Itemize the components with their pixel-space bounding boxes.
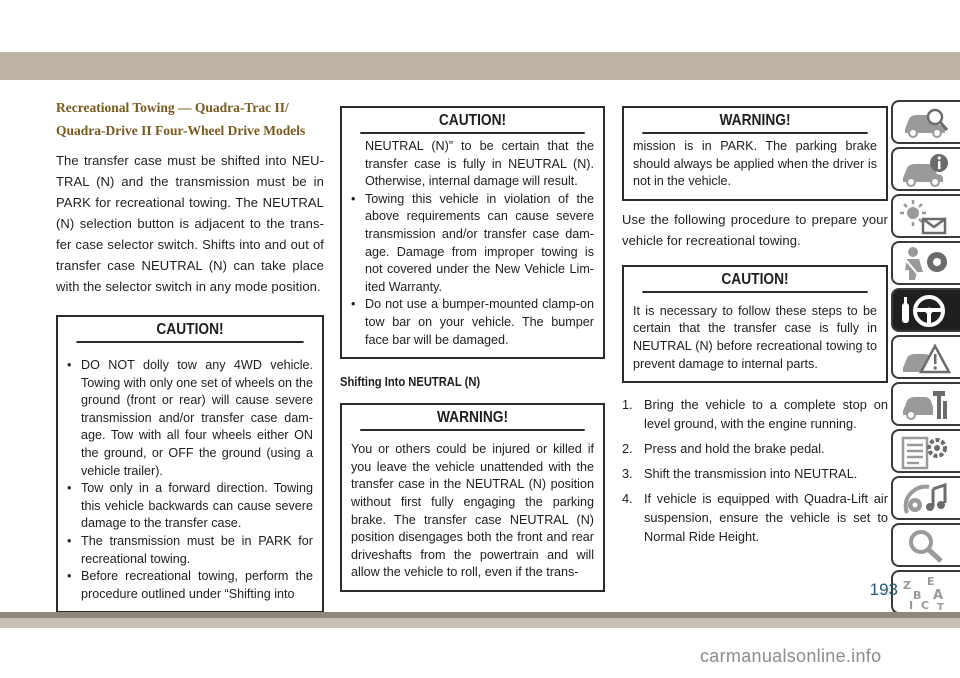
warning-heading: WARNING! — [360, 405, 584, 431]
caution-box — [622, 265, 888, 383]
section-title-line-1: Recreational Towing — Quadra-Trac II/ — [56, 100, 289, 115]
car-info-icon — [899, 152, 951, 188]
caution-bullet: • DO NOT dolly tow any 4WD vehicle. Towing with only one set of wheels on the ground (front or rear) will cause severe transmission and/or transfer case dam-age. Tow with all four wheels either ON the ground, or OFF the ground (using a vehicle trailer). — [67, 358, 313, 478]
step-text: Press and hold the brake pedal. — [644, 441, 825, 457]
tab-instrument-panel[interactable] — [891, 147, 960, 191]
svg-text:I: I — [909, 599, 914, 611]
watermark-text: carmanualsonline.info — [700, 646, 882, 666]
tab-servicing-and-maintenance[interactable] — [891, 382, 960, 426]
caution-body — [342, 134, 603, 357]
intro-paragraph: The transfer case must be shifted into NEU-TRAL (N) and the transmission must be in PARK for recreational towing. The NEUTRAL (N) selection button is adjacent to the trans-fer case selector switch. Shifts into and out of transfer case NEUTRAL (N) can take place with the selector switch in any mode position. — [56, 153, 324, 294]
caution-body — [58, 343, 322, 611]
header-band — [0, 52, 960, 80]
caution-bullet-text: The transmission must be in PARK for recreational towing. — [81, 533, 313, 566]
column-right — [622, 106, 888, 552]
svg-text:E: E — [927, 575, 935, 588]
tab-search[interactable] — [891, 523, 960, 567]
tab-starting-and-operating[interactable] — [891, 288, 960, 332]
step-text: If vehicle is equipped with Quadra-Lift air suspension, ensure the vehicle is set to Normal Ride Height. — [644, 491, 888, 545]
caution-bullet-text: Tow only in a forward direction. Towing this vehicle backwards can cause severe damage to the transfer case. — [81, 481, 313, 531]
step-number: 4. — [622, 491, 633, 507]
caution-bullet-text: Towing this vehicle in violation of the above requirements can cause severe transmission and/or transfer case dam-age. Damage from improper towing is not covered under the New Vehicle Lim-ited Warranty. — [365, 191, 594, 294]
caution-heading: CAUTION! — [76, 317, 303, 343]
footer-band — [0, 618, 960, 628]
tab-in-case-of-emergency[interactable] — [891, 335, 960, 379]
warning-lights-icon — [899, 199, 951, 235]
procedure-step — [622, 489, 888, 546]
tab-technical-specifications[interactable] — [891, 429, 960, 473]
svg-text:A: A — [933, 588, 944, 603]
caution-box — [56, 315, 324, 613]
warning-heading: WARNING! — [642, 108, 867, 134]
tab-safety[interactable] — [891, 241, 960, 285]
caution-box — [340, 106, 605, 359]
tab-getting-to-know-vehicle[interactable] — [891, 100, 960, 144]
caution-bullet: • Tow only in a forward direction. Towing this vehicle backwards can cause severe damage to the transfer case. — [67, 481, 313, 531]
svg-text:Z: Z — [903, 579, 911, 592]
maintenance-tools-icon — [899, 387, 951, 423]
column-middle — [340, 106, 605, 592]
tab-warning-lights[interactable] — [891, 194, 960, 238]
warning-body: mission is in PARK. The parking brake should always be applied when the driver is not in the vehicle. — [633, 139, 877, 189]
warning-body: You or others could be injured or killed if you leave the vehicle unattended with the transfer case in the NEUTRAL (N) position without first fully engaging the parking brake. The transfer case NEUTRAL (N) position disengages both the front and rear driveshafts from the powertrain and will allow the vehicle to roll, even if the trans- — [351, 442, 594, 580]
caution-bullet: • Do not use a bumper-mounted clamp-on tow bar on your vehicle. The bumper face bar will be damaged. — [351, 297, 594, 347]
caution-bullet-text: DO NOT dolly tow any 4WD vehicle. Towing with only one set of wheels on the ground (front or rear) will cause severe transmission and/or transfer case dam-age. Tow with all four wheels either ON the ground, or OFF the ground (using a vehicle trailer). — [81, 358, 313, 478]
step-text: Bring the vehicle to a complete stop on level ground, with the engine running. — [644, 397, 888, 432]
caution-bullet: • The transmission must be in PARK for recreational towing. — [67, 533, 313, 566]
svg-text:B: B — [913, 589, 922, 602]
caution-bullet-text: Before recreational towing, perform the procedure outlined under “Shifting into — [81, 569, 313, 601]
svg-text:T: T — [937, 602, 944, 611]
warning-box — [622, 106, 888, 201]
caution-body: It is necessary to follow these steps to be certain that the transfer case is fully in NEUTRAL (N) before recreational towing to prevent damage to internal parts. — [633, 303, 877, 371]
svg-text:C: C — [921, 599, 930, 611]
step-text: Shift the transmission into NEUTRAL. — [644, 466, 858, 482]
procedure-intro: Use the following procedure to prepare your vehicle for recreational towing. — [622, 211, 888, 248]
caution-continued-text: NEUTRAL (N)” to be certain that the transfer case is fully in NEUTRAL (N). Otherwise, internal damage will result. — [365, 139, 594, 189]
caution-heading: CAUTION! — [642, 267, 867, 293]
column-left — [56, 96, 324, 613]
search-icon — [899, 528, 951, 564]
safety-airbag-icon — [899, 246, 951, 282]
tab-index[interactable] — [891, 570, 960, 614]
step-number: 3. — [622, 466, 633, 482]
specifications-icon — [899, 434, 951, 470]
index-icon — [899, 575, 951, 611]
steering-wheel-icon — [899, 293, 951, 329]
warning-box — [340, 403, 605, 592]
section-title-line-2: Quadra-Drive II Four-Wheel Drive Models — [56, 123, 306, 138]
caution-bullet-text: Do not use a bumper-mounted clamp-on tow bar on your vehicle. The bumper face bar will be damaged. — [365, 297, 594, 347]
procedure-steps — [622, 395, 888, 546]
tab-multimedia[interactable] — [891, 476, 960, 520]
page-number: 193 — [869, 580, 898, 599]
procedure-step — [622, 439, 888, 458]
step-number: 2. — [622, 441, 633, 457]
caution-heading: CAUTION! — [360, 108, 584, 134]
caution-bullet: • Towing this vehicle in violation of the above requirements can cause severe transmission and/or transfer case dam-age. Damage from improper towing is not covered under the New Vehicle Lim-ited Warranty. — [351, 191, 594, 294]
procedure-step — [622, 395, 888, 433]
section-title — [56, 96, 324, 142]
procedure-step — [622, 464, 888, 483]
car-search-icon — [899, 105, 951, 141]
step-number: 1. — [622, 397, 633, 413]
caution-bullet: • Before recreational towing, perform the procedure outlined under “Shifting into — [67, 569, 313, 601]
sub-heading: Shifting Into NEUTRAL (N) — [340, 374, 481, 390]
multimedia-icon — [899, 481, 951, 517]
roadside-triangle-icon — [899, 340, 951, 376]
